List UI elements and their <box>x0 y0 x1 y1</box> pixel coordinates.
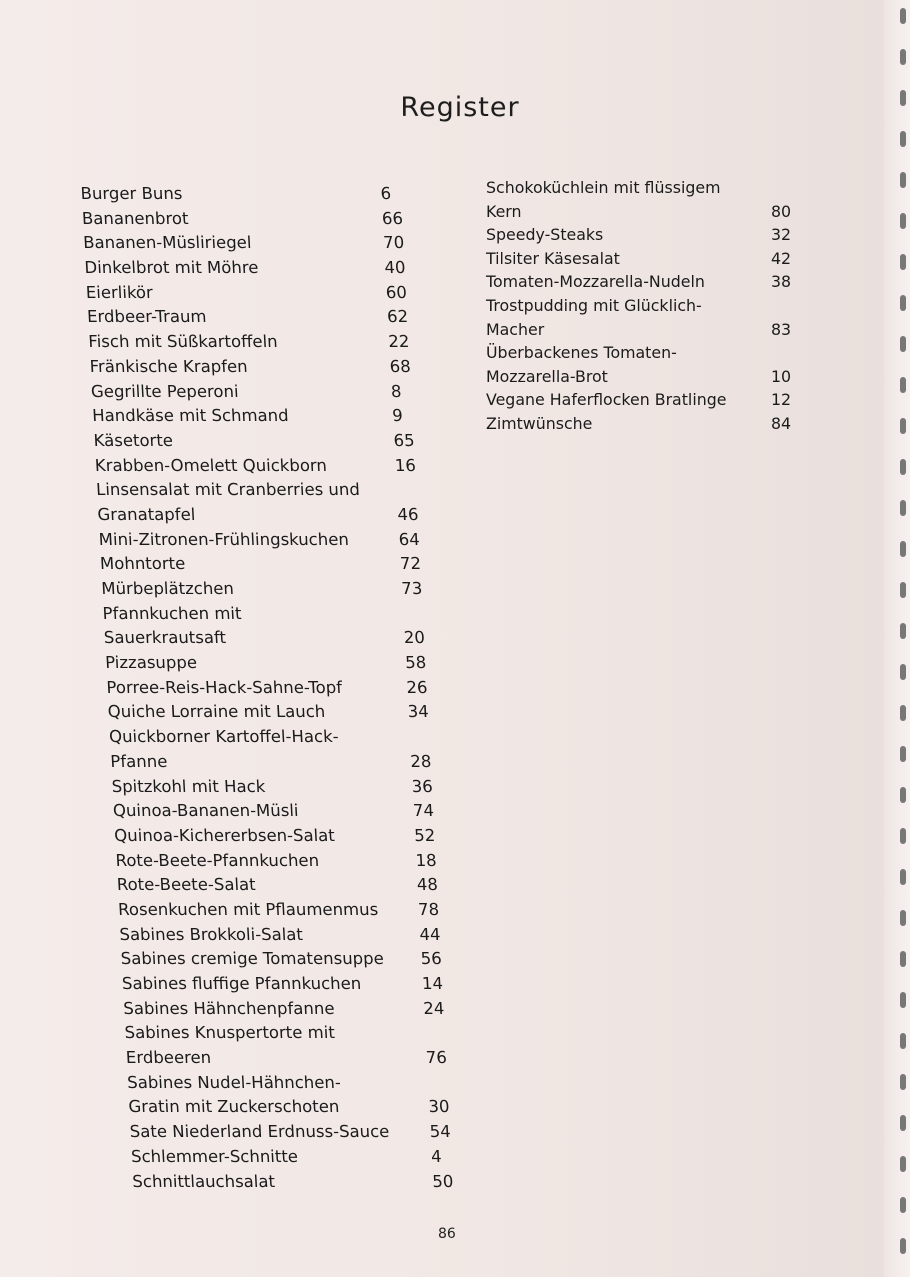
entry-page-number: 14 <box>421 974 444 993</box>
entry-page-number: 18 <box>415 850 438 870</box>
entry-page-number: 72 <box>399 554 422 574</box>
entry-page-number: 65 <box>393 430 416 450</box>
binding-ring <box>900 623 906 639</box>
index-entry <box>84 256 415 281</box>
entry-title: Erdbeer-Traum <box>86 307 207 327</box>
entry-page-number: 52 <box>413 825 436 845</box>
entry-page-number: 58 <box>404 653 427 673</box>
index-entry <box>85 281 416 306</box>
entry-title: Quickborner Kartoffel-Hack- <box>108 727 340 747</box>
entry-page-number: 68 <box>389 356 412 376</box>
entry-page-number: 30 <box>427 1097 450 1117</box>
index-entry <box>94 454 425 479</box>
index-entry <box>118 898 449 923</box>
entry-page-number: 44 <box>418 924 441 944</box>
entry-title: Gratin mit Zuckerschoten <box>127 1097 340 1117</box>
index-entry <box>486 176 806 200</box>
index-entry <box>486 318 806 342</box>
entry-title: Rosenkuchen mit Pflaumenmus <box>117 899 379 919</box>
entry-title: Granatapfel <box>96 504 196 524</box>
index-entry <box>108 725 439 750</box>
entry-page-number: 34 <box>407 702 430 722</box>
entry-page-number: 38 <box>771 272 792 292</box>
index-entry <box>92 404 423 429</box>
index-entry <box>106 676 437 701</box>
index-entry <box>105 651 436 676</box>
entry-page-number: 66 <box>381 208 404 228</box>
entry-title: Sabines Knuspertorte mit <box>124 1023 336 1043</box>
index-entry <box>486 223 806 247</box>
entry-title: Macher <box>486 319 545 339</box>
entry-title: Burger Buns <box>80 184 183 203</box>
entry-title: Gegrillte Peperoni <box>90 381 239 401</box>
entry-title: Sate Niederland Erdnuss-Sauce <box>129 1122 390 1142</box>
index-entry <box>83 231 414 256</box>
entry-page-number: 64 <box>398 529 421 549</box>
index-entry <box>97 503 428 528</box>
page-number: 86 <box>438 1226 456 1242</box>
index-entry <box>102 602 433 627</box>
entry-title: Schlemmer-Schnitte <box>130 1146 299 1166</box>
index-entry <box>90 380 421 405</box>
binding-ring <box>900 295 906 311</box>
entry-title: Porree-Reis-Hack-Sahne-Topf <box>105 677 343 697</box>
index-list-left <box>80 182 463 1194</box>
entry-title: Quiche Lorraine mit Lauch <box>107 702 326 722</box>
index-entry <box>120 947 451 972</box>
entry-page-number: 73 <box>400 579 423 598</box>
binding-ring <box>900 1074 906 1090</box>
entry-page-number: 70 <box>382 233 405 253</box>
index-entry <box>96 478 427 503</box>
entry-title: Pfanne <box>109 751 168 771</box>
binding-ring <box>900 582 906 598</box>
binding-ring <box>900 131 906 147</box>
entry-title: Quinoa-Kichererbsen-Salat <box>113 825 336 845</box>
entry-title: Mürbeplätzchen <box>100 579 235 598</box>
entry-page-number: 32 <box>771 225 792 245</box>
index-entry <box>130 1145 461 1170</box>
entry-title: Krabben-Omelett Quickborn <box>94 455 328 475</box>
binding-ring <box>900 1156 906 1172</box>
index-entry <box>110 750 441 775</box>
binding-ring <box>900 541 906 557</box>
index-entry <box>486 412 806 436</box>
entry-page-number: 28 <box>409 751 432 771</box>
entry-page-number: 6 <box>380 184 392 203</box>
entry-title: Überbackenes Tomaten- <box>486 343 677 363</box>
entry-title: Sabines cremige Tomatensuppe <box>120 949 385 969</box>
index-entry <box>88 330 419 355</box>
index-entry <box>486 388 806 412</box>
index-entry <box>107 700 438 725</box>
entry-title: Erdbeeren <box>125 1048 212 1068</box>
entry-page-number: 36 <box>411 776 434 796</box>
entry-title: Trostpudding mit Glücklich- <box>486 295 702 315</box>
binding-ring <box>900 1033 906 1049</box>
entry-title: Kern <box>486 201 522 221</box>
index-entry <box>116 873 447 898</box>
entry-page-number: 74 <box>412 801 435 821</box>
entry-page-number: 62 <box>386 307 409 327</box>
index-entry <box>486 247 806 271</box>
index-entry <box>89 355 420 380</box>
entry-title: Vegane Haferflocken Bratlinge <box>486 390 727 410</box>
binding-ring <box>900 705 906 721</box>
entry-page-number: 24 <box>422 998 445 1018</box>
entry-page-number: 16 <box>394 455 417 475</box>
binding-ring <box>900 1115 906 1131</box>
binding-ring <box>900 418 906 434</box>
entry-page-number: 4 <box>430 1146 443 1166</box>
entry-title: Rote-Beete-Salat <box>116 875 257 895</box>
binding-ring <box>900 828 906 844</box>
entry-page-number: 26 <box>405 677 428 697</box>
entry-page-number: 80 <box>771 201 792 221</box>
entry-title: Linsensalat mit Cranberries und <box>95 480 361 500</box>
index-entry <box>93 429 424 454</box>
entry-title: Tomaten-Mozzarella-Nudeln <box>486 272 705 292</box>
index-entry <box>128 1095 459 1120</box>
binding-ring <box>900 459 906 475</box>
entry-title: Eierlikör <box>85 282 154 302</box>
entry-page-number: 56 <box>420 949 443 969</box>
entry-page-number: 76 <box>425 1048 448 1068</box>
entry-title: Fränkische Krapfen <box>89 356 249 376</box>
index-entry <box>127 1071 458 1096</box>
index-entry <box>486 200 806 224</box>
entry-page-number: 8 <box>390 381 402 401</box>
binding-ring <box>900 910 906 926</box>
entry-title: Fisch mit Süßkartoffeln <box>87 332 279 352</box>
entry-title: Sabines Brokkoli-Salat <box>118 924 304 944</box>
entry-title: Quinoa-Bananen-Müsli <box>112 801 299 821</box>
entry-title: Rote-Beete-Pfannkuchen <box>115 850 320 870</box>
entry-page-number: 10 <box>771 366 792 386</box>
index-entry <box>486 365 806 389</box>
index-entry <box>101 577 432 602</box>
entry-title: Pizzasuppe <box>104 653 198 673</box>
index-entry <box>86 305 417 330</box>
binding-ring <box>900 869 906 885</box>
binding-ring <box>900 336 906 352</box>
entry-page-number: 42 <box>771 248 792 268</box>
index-entry <box>486 294 806 318</box>
entry-page-number: 20 <box>403 628 426 648</box>
binding-ring <box>900 992 906 1008</box>
entry-title: Sabines Nudel-Hähnchen- <box>126 1072 342 1092</box>
entry-title: Spitzkohl mit Hack <box>111 776 266 796</box>
index-entry <box>81 207 412 232</box>
entry-page-number: 40 <box>383 258 406 278</box>
entry-title: Sabines Hähnchenpfanne <box>122 998 335 1018</box>
index-entry <box>486 270 806 294</box>
index-entry <box>103 626 434 651</box>
binding-ring <box>900 500 906 516</box>
entry-page-number: 60 <box>385 282 408 302</box>
entry-page-number: 50 <box>431 1171 454 1191</box>
binding-ring <box>900 664 906 680</box>
entry-title: Bananenbrot <box>81 208 189 228</box>
index-entry <box>98 528 429 553</box>
binding-ring <box>900 1197 906 1213</box>
entry-page-number: 54 <box>429 1122 452 1142</box>
entry-title: Mozzarella-Brot <box>486 366 608 386</box>
index-entry <box>112 799 443 824</box>
entry-title: Mini-Zitronen-Frühlingskuchen <box>98 529 350 549</box>
entry-title: Schnittlauchsalat <box>131 1171 276 1191</box>
index-entry <box>123 997 454 1022</box>
binding-ring <box>900 254 906 270</box>
binding-ring <box>900 951 906 967</box>
entry-title: Dinkelbrot mit Möhre <box>83 258 259 278</box>
entry-title: Handkäse mit Schmand <box>91 406 290 426</box>
entry-title: Mohntorte <box>99 554 186 574</box>
entry-title: Käsetorte <box>93 430 174 450</box>
entry-title: Tilsiter Käsesalat <box>486 248 620 268</box>
index-entry <box>119 923 450 948</box>
entry-title: Bananen-Müsliriegel <box>82 233 252 253</box>
entry-title: Sabines fluffige Pfannkuchen <box>121 974 362 993</box>
index-entry <box>80 182 411 207</box>
index-entry <box>125 1046 456 1071</box>
index-entry <box>111 775 442 800</box>
index-entry <box>99 552 430 577</box>
entry-page-number: 48 <box>416 875 439 895</box>
entry-page-number: 9 <box>391 406 404 426</box>
entry-page-number: 46 <box>396 504 419 524</box>
index-entry <box>124 1021 455 1046</box>
index-entry <box>129 1120 460 1145</box>
binding-ring <box>900 1238 906 1254</box>
binding-ring <box>900 172 906 188</box>
binding-ring <box>900 787 906 803</box>
entry-title: Pfannkuchen mit <box>102 603 242 623</box>
entry-title: Speedy-Steaks <box>486 225 604 245</box>
index-entry <box>115 849 446 874</box>
entry-title: Schokoküchlein mit flüssigem <box>486 178 721 197</box>
entry-page-number: 12 <box>771 390 792 410</box>
entry-page-number: 83 <box>771 319 792 339</box>
entry-page-number: 84 <box>771 413 792 433</box>
entry-page-number: 22 <box>387 332 410 352</box>
entry-title: Sauerkrautsaft <box>103 628 227 648</box>
entry-title: Zimtwünsche <box>486 413 593 433</box>
binding-ring <box>900 213 906 229</box>
index-list-right <box>486 176 806 436</box>
entry-page-number: 78 <box>417 899 440 919</box>
index-entry <box>121 972 452 997</box>
binding-ring <box>900 49 906 65</box>
spiral-binding <box>884 0 910 1277</box>
index-entry <box>132 1170 463 1195</box>
index-entry <box>486 341 806 365</box>
page-title: Register <box>400 92 520 123</box>
binding-ring <box>900 746 906 762</box>
index-entry <box>114 824 445 849</box>
binding-ring <box>900 377 906 393</box>
binding-ring <box>900 8 906 24</box>
